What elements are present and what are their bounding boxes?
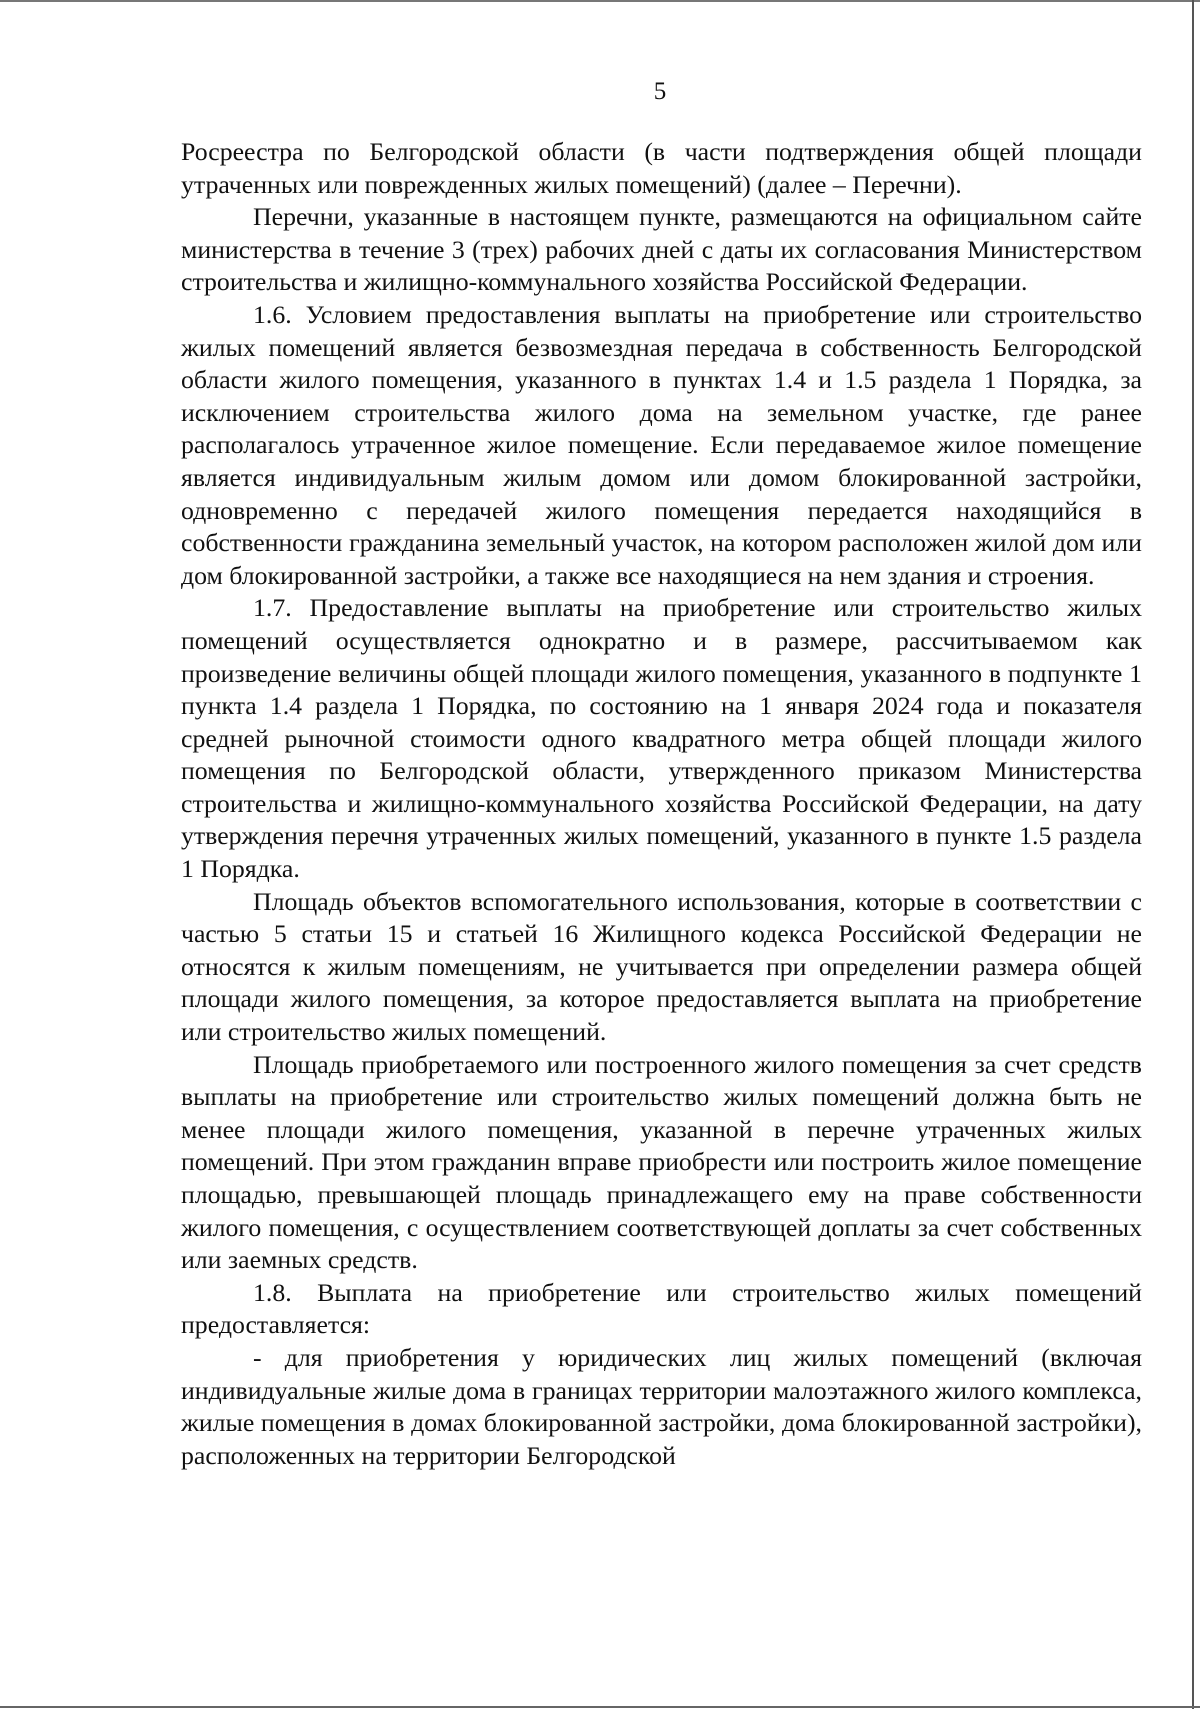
page-number: 5 (653, 78, 667, 105)
document-body (181, 136, 1142, 1472)
scan-edge-bottom (0, 1706, 1200, 1708)
paragraph: 1.8. Выплата на приобретение или строительство жилых помещений предоставляется: (181, 1277, 1142, 1340)
scan-edge-top (0, 0, 1200, 2)
scan-edge-right (1192, 0, 1194, 1709)
paragraph: 1.6. Условием предоставления выплаты на приобретение или строительство жилых помещений является безвозмездная передача в собственность Белгородской области жилого помещения, указанного в пунктах 1.4 и 1.5 раздела 1 Порядка, за исключением строительства жилого дома на земельном участке, где ранее располагалось утраченное жилое помещение. Если передаваемое жилое помещение является индивидуальным жилым домом или домом блокированной застройки, одновременно с передачей жилого помещения передается находящийся в собственности гражданина земельный участок, на котором расположен жилой дом или дом блокированной застройки, а также все находящиеся на нем здания и строения. (181, 299, 1142, 590)
paragraph: - для приобретения у юридических лиц жилых помещений (включая индивидуальные жилые дома в границах территории малоэтажного жилого комплекса, жилые помещения в домах блокированной застройки, дома блокированной застройки), расположенных на территории Белгородской (181, 1342, 1142, 1470)
paragraph: Площадь объектов вспомогательного использования, которые в соответствии с частью 5 статьи 15 и статьей 16 Жилищного кодекса Российской Федерации не относятся к жилым помещениям, не учитывается при определении размера общей площади жилого помещения, за которое предоставляется выплата на приобретение или строительство жилых помещений. (181, 886, 1142, 1047)
paragraph: 1.7. Предоставление выплаты на приобретение или строительство жилых помещений осуществляется однократно и в размере, рассчитываемом как произведение величины общей площади жилого помещения, указанного в подпункте 1 пункта 1.4 раздела 1 Порядка, по состоянию на 1 января 2024 года и показателя средней рыночной стоимости одного квадратного метра общей площади жилого помещения по Белгородской области, утвержденного приказом Министерства строительства и жилищно-коммунального хозяйства Российской Федерации, на дату утверждения перечня утраченных жилых помещений, указанного в пункте 1.5 раздела 1 Порядка. (181, 593, 1142, 884)
paragraph: Перечни, указанные в настоящем пункте, размещаются на официальном сайте министерства в течение 3 (трех) рабочих дней с даты их согласования Министерством строительства и жилищно-коммунального хозяйства Российской Федерации. (181, 202, 1142, 297)
paragraph: Росреестра по Белгородской области (в части подтверждения общей площади утраченных или поврежденных жилых помещений) (далее – Перечни). (181, 137, 1142, 199)
paragraph: Площадь приобретаемого или построенного жилого помещения за счет средств выплаты на приобретение или строительство жилых помещений должна быть не менее площади жилого помещения, указанной в перечне утраченных жилых помещений. При этом гражданин вправе приобрести или построить жилое помещение площадью, превышающей площадь принадлежащего ему на праве собственности жилого помещения, с осуществлением соответствующей доплаты за счет собственных или заемных средств. (181, 1049, 1142, 1275)
